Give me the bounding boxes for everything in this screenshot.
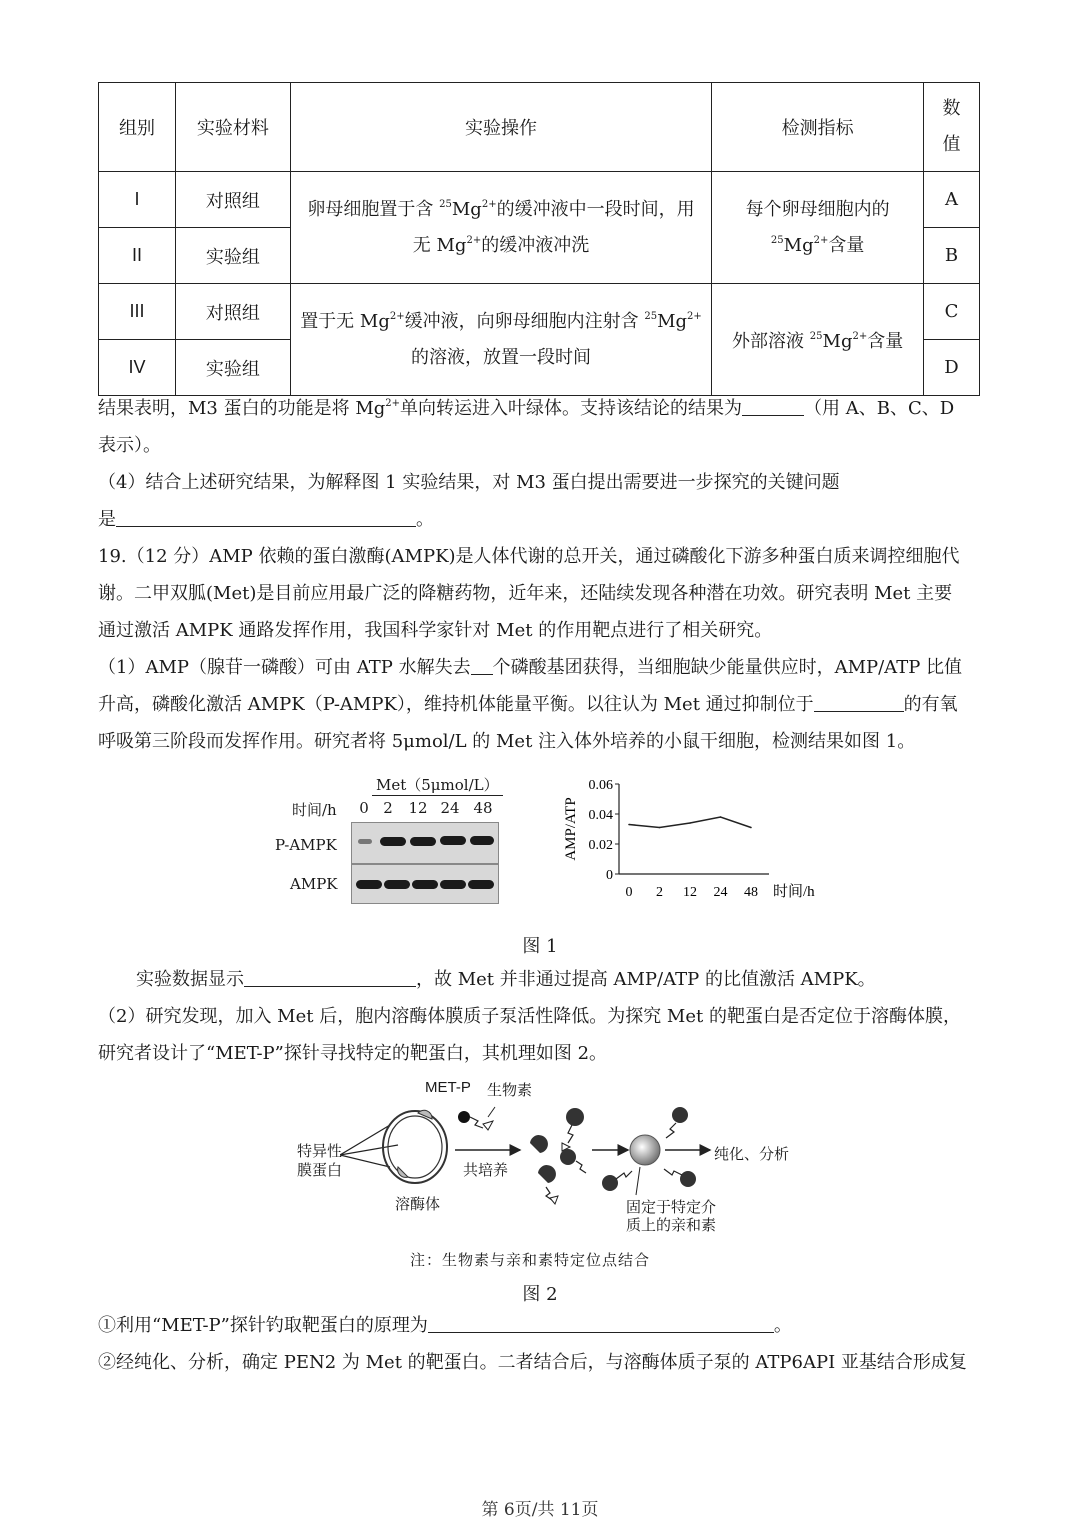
- x-axis-label: 时间/h: [773, 884, 815, 900]
- blot-band: [412, 880, 438, 889]
- bound-protein-icon: [672, 1107, 688, 1123]
- header-value-line1: 数: [942, 98, 961, 119]
- blot-band: [380, 837, 406, 846]
- lysosome-membrane: [383, 1111, 447, 1183]
- group-cell: IV: [99, 340, 176, 396]
- amp-atp-chart: [555, 770, 835, 905]
- membrane-protein-label: 特异性: [297, 1142, 343, 1160]
- blot-band: [358, 839, 372, 844]
- met-p-probe-icon: [458, 1111, 470, 1123]
- question-2-line: （2）研究发现，加入 Met 后，胞内溶酶体膜质子泵活性降低。为探究 Met 的靶蛋白是否定位于溶酶体膜，: [98, 1006, 961, 1027]
- bound-protein-icon: [530, 1135, 548, 1153]
- avidin-bead-icon: [630, 1135, 660, 1165]
- linker-icon: [576, 1161, 586, 1173]
- header-group: 组别: [99, 83, 176, 172]
- text-line: 呼吸第三阶段而发挥作用。研究者将 5μmol/L 的 Met 注入体外培养的小鼠干细胞，检测结果如图 1。: [98, 731, 916, 752]
- header-operation: 实验操作: [290, 83, 711, 172]
- purify-label: 纯化、分析: [714, 1145, 790, 1163]
- data-point: [689, 822, 691, 824]
- blot-band: [384, 880, 410, 889]
- membrane-protein-icon: [398, 1167, 408, 1177]
- data-point: [659, 827, 661, 829]
- indicator-cell-1: 每个卵母细胞内的 $^{25}Mg^{2+}$含量: [712, 172, 924, 284]
- blot-time-tick: 12: [408, 799, 428, 817]
- mechanism-drawing: [340, 1095, 760, 1210]
- y-tick-label: 0: [606, 868, 613, 883]
- text-line: 实验数据显示 ，故 Met 并非通过提高 AMP/ATP 的比值激活 AMPK。: [136, 969, 876, 990]
- blot-panel-ampk: [351, 864, 499, 904]
- biotin-label: 生物素: [487, 1081, 533, 1099]
- bound-protein-icon: [680, 1171, 696, 1187]
- result-line: 结果表明，M3 蛋白的功能是将 $Mg^{2+}$单向转运进入叶绿体。支持该结论的结果为 （用 A、B、C、D: [98, 398, 955, 419]
- blot-treatment-label: Met（5μmol/L）: [372, 774, 503, 796]
- text-line: 表示）。: [98, 435, 161, 456]
- figure-1-caption: 图 1: [522, 936, 558, 957]
- avidin-label: 质上的亲和素: [626, 1216, 717, 1234]
- blot-panel-p-ampk: [351, 822, 499, 864]
- question-4-answer-line: 是 。: [98, 509, 434, 530]
- y-tick-label: 0.02: [588, 838, 613, 853]
- data-point: [628, 824, 630, 826]
- lysosome-label: 溶酶体: [395, 1195, 441, 1213]
- x-tick-label: 12: [683, 885, 697, 900]
- blot-band: [470, 836, 494, 845]
- question-4-line: （4）结合上述研究结果，为解释图 1 实验结果，对 M3 蛋白提出需要进一步探究的关键问题: [98, 472, 840, 493]
- y-tick-label: 0.06: [588, 778, 613, 793]
- membrane-protein-label: 膜蛋白: [297, 1161, 343, 1179]
- indicator-cell-2: 外部溶液 $^{25}Mg^{2+}$含量: [712, 284, 924, 396]
- answer-blank[interactable]: [742, 397, 804, 416]
- leader-line: [636, 1167, 640, 1195]
- material-cell: 对照组: [175, 284, 290, 340]
- x-tick-label: 24: [713, 885, 728, 900]
- blot-band: [440, 880, 466, 889]
- blot-time-tick: 24: [440, 799, 460, 817]
- lysosome-membrane: [388, 1116, 442, 1178]
- bound-protein-icon: [560, 1149, 576, 1165]
- answer-blank[interactable]: [244, 968, 416, 987]
- question-2-1-line: ①利用“MET-P”探针钓取靶蛋白的原理为 。: [98, 1315, 792, 1336]
- value-cell: B: [924, 228, 980, 284]
- header-material: 实验材料: [175, 83, 290, 172]
- linker-icon: [616, 1171, 632, 1179]
- text-line: 研究者设计了“MET-P”探针寻找特定的靶蛋白，其机理如图 2。: [98, 1043, 608, 1064]
- leader-line: [340, 1155, 390, 1167]
- coculture-label: 共培养: [463, 1161, 509, 1179]
- operation-cell-1: 卵母细胞置于含 $^{25}Mg^{2+}$的缓冲液中一段时间，用 无 $Mg^{2+}$的缓冲液冲洗: [290, 172, 711, 284]
- value-cell: D: [924, 340, 980, 396]
- value-cell: C: [924, 284, 980, 340]
- value-cell: A: [924, 172, 980, 228]
- x-tick-label: 2: [656, 885, 663, 900]
- blot-band: [468, 880, 494, 889]
- data-point: [750, 827, 752, 829]
- blot-time-tick: 48: [473, 799, 493, 817]
- probe-label: MET-P: [425, 1079, 471, 1096]
- y-tick-label: 0.04: [588, 808, 613, 823]
- header-value: [924, 83, 980, 172]
- bound-protein-icon: [566, 1108, 584, 1126]
- header-indicator: 检测指标: [712, 83, 924, 172]
- material-cell: 实验组: [175, 228, 290, 284]
- biotin-icon: [483, 1121, 493, 1130]
- leader-line: [488, 1107, 495, 1117]
- answer-blank[interactable]: [116, 508, 416, 527]
- question-2-2-line: ②经纯化、分析，确定 PEN2 为 Met 的靶蛋白。二者结合后，与溶酶体质子泵的 ATP6API 亚基结合形成复: [98, 1352, 967, 1373]
- linker-icon: [470, 1117, 483, 1128]
- text-line: 通过激活 AMPK 通路发挥作用，我国科学家针对 Met 的作用靶点进行了相关研究。: [98, 620, 773, 641]
- experiment-table: [98, 82, 980, 396]
- group-cell: III: [99, 284, 176, 340]
- answer-blank[interactable]: [471, 656, 493, 675]
- blot-band: [356, 880, 382, 889]
- linker-icon: [568, 1125, 573, 1143]
- page-footer: 第 6页/共 11页: [481, 1500, 599, 1520]
- x-tick-label: 48: [744, 885, 758, 900]
- answer-blank[interactable]: [814, 693, 904, 712]
- table-row: [99, 172, 980, 228]
- group-cell: II: [99, 228, 176, 284]
- operation-cell-2: 置于无 $Mg^{2+}$缓冲液，向卵母细胞内注射含 $^{25}Mg^{2+}$ 的溶液，放置一段时间: [290, 284, 711, 396]
- blot-row-label: P-AMPK: [275, 836, 337, 854]
- linker-icon: [664, 1169, 682, 1175]
- question-19-line: 19.（12 分）AMP 依赖的蛋白激酶(AMPK)是人体代谢的总开关，通过磷酸化下游多种蛋白质来调控细胞代: [98, 546, 960, 567]
- table-row: [99, 284, 980, 340]
- avidin-label: 固定于特定介: [626, 1198, 717, 1216]
- y-axis-label: AMP/ATP: [563, 797, 579, 861]
- text-line: 谢。二甲双胍(Met)是目前应用最广泛的降糖药物，近年来，还陆续发现各种潜在功效。研究表明 Met 主要: [98, 583, 953, 604]
- figure-2-caption: 图 2: [522, 1284, 558, 1305]
- bound-protein-icon: [602, 1175, 618, 1191]
- blot-band: [440, 836, 466, 845]
- blot-band: [410, 837, 436, 846]
- blot-time-tick: 0: [359, 799, 369, 817]
- blot-row-label: AMPK: [290, 875, 338, 893]
- biotin-icon: [550, 1196, 558, 1204]
- linker-icon: [666, 1123, 676, 1138]
- blot-time-label: 时间/h: [292, 801, 337, 819]
- figure-2-note: 注：生物素与亲和素特定位点结合: [410, 1251, 651, 1269]
- x-tick-label: 0: [625, 885, 633, 900]
- header-value-line2: 值: [942, 134, 961, 155]
- group-cell: I: [99, 172, 176, 228]
- text-line: 升高，磷酸化激活 AMPK（P-AMPK），维持机体能量平衡。以往认为 Met 通过抑制位于 的有氧: [98, 694, 958, 715]
- bound-protein-icon: [538, 1165, 556, 1183]
- material-cell: 实验组: [175, 340, 290, 396]
- data-point: [720, 816, 722, 818]
- answer-blank[interactable]: [428, 1314, 774, 1333]
- material-cell: 对照组: [175, 172, 290, 228]
- table-header-row: [99, 83, 980, 172]
- question-1-line: （1）AMP（腺苷一磷酸）可由 ATP 水解失去 个磷酸基团获得，当细胞缺少能量供应时，AMP/ATP 比值: [98, 657, 963, 678]
- blot-time-tick: 2: [383, 799, 393, 817]
